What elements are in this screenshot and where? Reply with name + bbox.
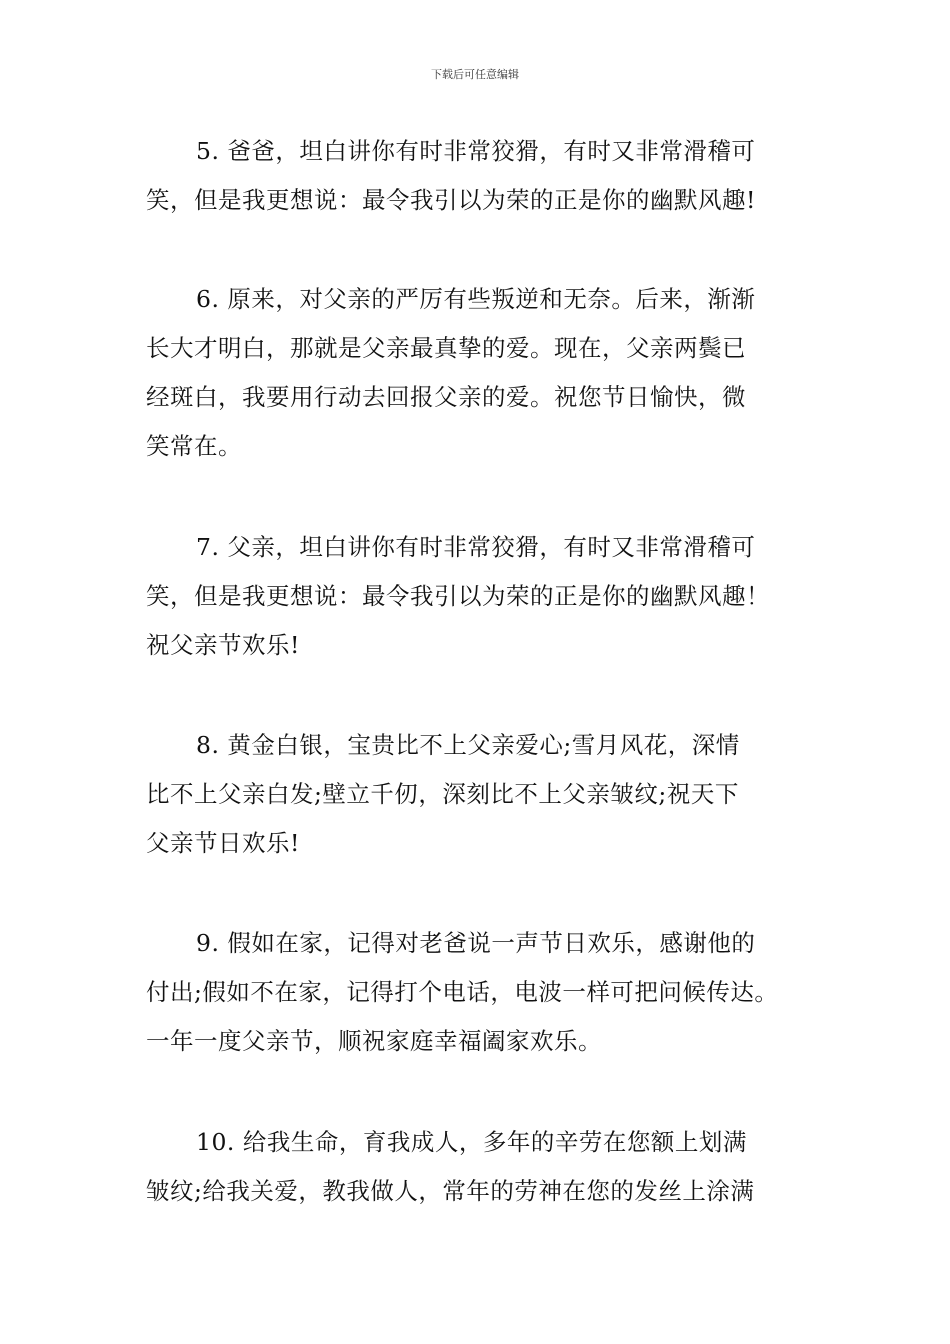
paragraph-5 <box>146 127 806 225</box>
paragraph-line: 父亲节日欢乐! <box>146 829 300 857</box>
paragraph-line: 笑常在。 <box>146 432 242 460</box>
paragraph-line: 比不上父亲白发;壁立千仞，深刻比不上父亲皱纹;祝天下 <box>146 780 739 808</box>
paragraph-line: 付出;假如不在家，记得打个电话，电波一样可把问候传达。 <box>146 978 779 1006</box>
paragraph-line: 长大才明白，那就是父亲最真挚的爱。现在，父亲两鬓已 <box>146 334 746 362</box>
paragraph-line: 5. 爸爸，坦白讲你有时非常狡猾，有时又非常滑稽可 <box>196 137 756 165</box>
paragraph-line: 皱纹;给我关爱，教我做人，常年的劳神在您的发丝上涂满 <box>146 1177 755 1205</box>
paragraph-line: 9. 假如在家，记得对老爸说一声节日欢乐，感谢他的 <box>196 929 756 957</box>
paragraph-line: 祝父亲节欢乐! <box>146 631 300 659</box>
paragraph-line: 10. 给我生命，育我成人，多年的辛劳在您额上划满 <box>196 1128 747 1156</box>
paragraph-line: 6. 原来，对父亲的严厉有些叛逆和无奈。后来，渐渐 <box>196 285 756 313</box>
paragraph-10 <box>146 1118 806 1216</box>
paragraph-6 <box>146 275 806 471</box>
paragraph-line: 笑，但是我更想说：最令我引以为荣的正是你的幽默风趣! <box>146 186 756 214</box>
paragraph-9 <box>146 919 806 1066</box>
paragraph-line: 7. 父亲，坦白讲你有时非常狡猾，有时又非常滑稽可 <box>196 533 756 561</box>
paragraph-line: 8. 黄金白银，宝贵比不上父亲爱心;雪月风花，深情 <box>196 731 740 759</box>
paragraph-line: 经斑白，我要用行动去回报父亲的爱。祝您节日愉快，微 <box>146 383 746 411</box>
paragraph-line: 一年一度父亲节，顺祝家庭幸福阖家欢乐。 <box>146 1027 602 1055</box>
paragraph-8 <box>146 721 806 868</box>
paragraph-line: 笑，但是我更想说：最令我引以为荣的正是你的幽默风趣！ <box>146 582 770 610</box>
paragraph-7 <box>146 523 806 670</box>
download-note: 下载后可任意编辑 <box>431 68 519 81</box>
